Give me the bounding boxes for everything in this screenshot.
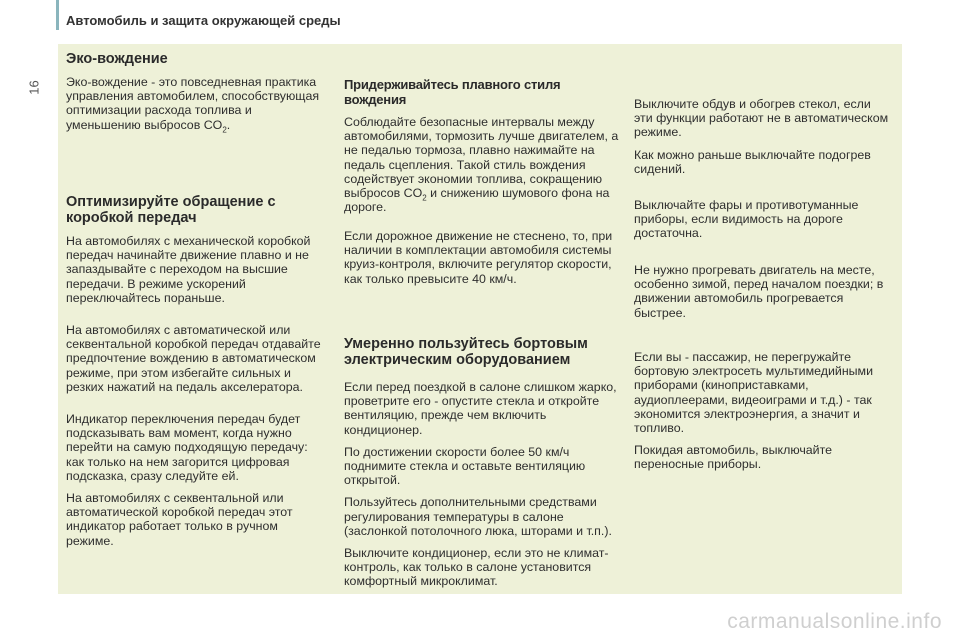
paragraph-gear-indicator: Индикатор переключения передач будет подсказывать вам момент, когда нужно перейти на самую подходящую передачу: как только на нем загорится цифровая подсказка, сразу следуйте ей. bbox=[66, 412, 308, 483]
paragraph-seat-heating: Как можно раньше выключайте подогрев сидений. bbox=[634, 147, 871, 176]
column-right bbox=[634, 97, 890, 184]
paragraph-engine-warmup: Не нужно прогревать двигатель на месте, особенно зимой, перед началом поездки; в движении автомобиль прогревается быстрее. bbox=[634, 263, 884, 320]
paragraph-temperature-means: Пользуйтесь дополнительными средствами регулирования температуры в салоне (заслонкой потолочного люка, шторами и т.п.). bbox=[344, 495, 612, 538]
eco-intro-paragraph: Эко-вождение - это повседневная практика управления автомобилем, способствующая оптимизации расхода топлива и уменьшению выбросов $CO_2$. bbox=[66, 75, 320, 135]
page-number: 16 bbox=[26, 80, 42, 95]
paragraph-portable-devices: Покидая автомобиль, выключайте переносные приборы. bbox=[634, 443, 833, 472]
column-left-gear bbox=[66, 194, 328, 556]
watermark-text: carmanualsonline.info bbox=[727, 610, 942, 633]
column-right-lights bbox=[634, 198, 890, 249]
paragraph-automatic-gearbox: На автомобилях с автоматической или секвентальной коробкой передач отдавайте предпочтение вождению в автоматическом режиме, при этом избегайте сильных и резких нажатий на педаль акселератора. bbox=[66, 323, 321, 394]
paragraph-ventilation: Если перед поездкой в салоне слишком жарко, проветрите его - опустите стекла и откройте вентиляцию, прежде чем включить кондиционер. bbox=[344, 380, 617, 437]
column-left bbox=[66, 51, 328, 140]
paragraph-lights: Выключайте фары и противотуманные приборы, если видимость на дороге достаточна. bbox=[634, 198, 859, 241]
heading-electrical-equipment: Умеренно пользуйтесь бортовым электрическим оборудованием bbox=[344, 336, 588, 368]
column-middle-cruise bbox=[344, 229, 620, 294]
paragraph-defog: Выключите обдув и обогрев стекол, если эти функции работают не в автоматическом режиме. bbox=[634, 97, 889, 140]
paragraph-smooth-driving: Соблюдайте безопасные интервалы между автомобилями, тормозить лучше двигателем, а не педалью тормоза, плавно нажимайте на педаль сцепления. Такой стиль вождения содействует экономии топлива, сокращению выбросов $CO_2$ и снижению шумового фона на дороге. bbox=[344, 115, 619, 215]
column-right-warmup bbox=[634, 263, 890, 328]
paragraph-speed-windows: По достижении скорости более 50 км/ч поднимите стекла и оставьте вентиляцию открытой. bbox=[344, 444, 586, 488]
column-middle-equipment bbox=[344, 336, 620, 597]
heading-optimize-gearbox: Оптимизируйте обращение с коробкой передач bbox=[66, 194, 276, 226]
paragraph-cruise-control: Если дорожное движение не стеснено, то, при наличии в комплектации автомобиля системы круиз-контроля, включите регулятор скорости, как только превысите 40 км/ч. bbox=[344, 229, 613, 286]
paragraph-ac-off: Выключите кондиционер, если это не климат-контроль, как только в салоне установится комфортный микроклимат. bbox=[344, 546, 609, 589]
section-header-title: Автомобиль и защита окружающей среды bbox=[66, 13, 341, 28]
side-accent-bar bbox=[56, 0, 59, 30]
column-right-passenger bbox=[634, 350, 890, 480]
heading-smooth-driving: Придерживайтесь плавного стиля вождения bbox=[344, 77, 561, 107]
heading-eco-driving: Эко-вождение bbox=[66, 51, 168, 67]
paragraph-sequential-gearbox: На автомобилях с секвентальной или автоматической коробкой передач этот индикатор работает только в ручном режиме. bbox=[66, 491, 293, 548]
paragraph-passenger: Если вы - пассажир, не перегружайте бортовую электросеть мультимедийными приборами (киноприставками, аудиоплеерами, видеоиграми и т.д.) - так экономится электроэнергия, а значит и топливо. bbox=[634, 350, 874, 436]
column-middle bbox=[344, 77, 620, 222]
paragraph-manual-gearbox: На автомобилях с механической коробкой передач начинайте движение плавно и не запаздывайте с переходом на высшие передачи. В режиме ускорений переключайтесь пораньше. bbox=[66, 234, 311, 305]
